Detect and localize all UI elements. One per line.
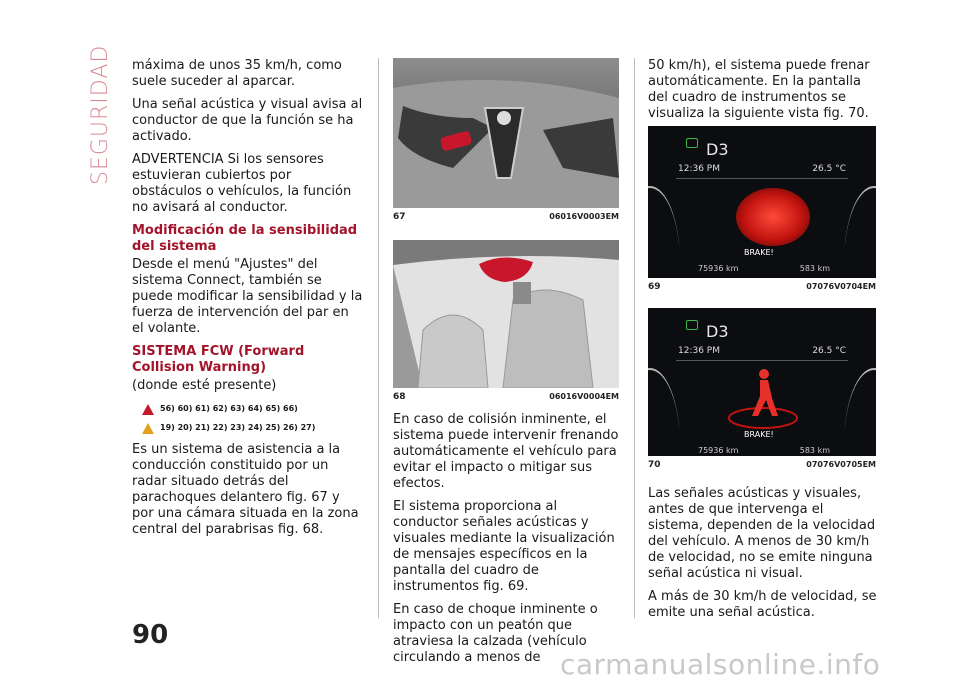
paragraph: (donde esté presente) (132, 378, 277, 393)
paragraph: máxima de unos 35 km/h, como suele suceder al aparcar. (132, 58, 342, 89)
figure-70-dashboard (648, 308, 876, 456)
column-3 (648, 58, 880, 129)
paragraph: En caso de colisión inminente, el sistema puede intervenir frenando automáticamente el vehículo para evitar el impacto o mitigar sus efectos. (393, 412, 619, 491)
warning-icon (142, 404, 154, 415)
figure-caption (648, 282, 876, 292)
page-number: 90 (132, 620, 169, 650)
auto-icon (686, 320, 698, 330)
clock: 12:36 PM (678, 164, 720, 174)
caution-icon (142, 423, 154, 434)
left-gauge (648, 368, 680, 456)
caution-refs: 19) 20) 21) 22) 23) 24) 25) 26) 27) (160, 423, 316, 432)
figure-code: 06016V0004EM (549, 392, 619, 401)
figure-number: 68 (393, 392, 406, 402)
paragraph: Es un sistema de asistencia a la conducción constituido por un radar situado detrás del parachoques delantero fig. 67 y por una cámara situada en la zona central del parabrisas fig. 68. (132, 442, 359, 537)
warning-references (142, 401, 364, 417)
figure-67-car-front (393, 58, 619, 208)
figure-caption (393, 212, 619, 222)
divider (676, 178, 848, 179)
paragraph: 50 km/h), el sistema puede frenar automáticamente. En la pantalla del cuadro de instrumentos se visualiza la siguiente vista fig. 70. (648, 58, 870, 121)
heading-fcw: SISTEMA FCW (Forward Collision Warning) (132, 344, 305, 375)
pedestrian-warning-icon (728, 366, 798, 430)
warning-refs: 56) 60) 61) 62) 63) 64) 65) 66) (160, 404, 298, 413)
range: 583 km (799, 264, 830, 273)
column-2 (393, 412, 625, 673)
watermark: carmanualsonline.info (560, 648, 881, 681)
paragraph: ADVERTENCIA Si los sensores estuvieran cubiertos por obstáculos o vehículos, la función no avisará al conductor. (132, 152, 352, 215)
figure-code: 07076V0705EM (806, 460, 876, 469)
figure-68-windshield-camera (393, 240, 619, 388)
section-title: SEGURIDAD (88, 44, 113, 185)
paragraph: Desde el menú "Ajustes" del sistema Connect, también se puede modificar la sensibilidad y la fuerza de intervención del par en el volante. (132, 257, 363, 336)
brake-warning: BRAKE! (744, 248, 774, 257)
figure-number: 67 (393, 212, 406, 222)
paragraph: En caso de choque inminente o impacto con un peatón que atraviesa la calzada (vehículo circulando a menos de (393, 602, 598, 665)
auto-icon (686, 138, 698, 148)
gear-indicator: D3 (706, 140, 729, 159)
brake-warning: BRAKE! (744, 430, 774, 439)
caution-references (142, 420, 364, 436)
odometer: 75936 km (698, 446, 739, 455)
figure-code: 07076V0704EM (806, 282, 876, 291)
divider (676, 360, 848, 361)
gear-indicator: D3 (706, 322, 729, 341)
odometer: 75936 km (698, 264, 739, 273)
paragraph: Una señal acústica y visual avisa al conductor de que la función se ha activado. (132, 97, 363, 144)
figure-69-dashboard (648, 126, 876, 278)
car-front-illustration (393, 58, 619, 208)
figure-number: 70 (648, 460, 661, 470)
column-divider (634, 58, 635, 618)
range: 583 km (799, 446, 830, 455)
column-1 (132, 58, 364, 545)
interior-illustration (393, 240, 619, 388)
temperature: 26.5 °C (812, 346, 846, 356)
temperature: 26.5 °C (812, 164, 846, 174)
paragraph: Las señales acústicas y visuales, antes de que intervenga el sistema, dependen de la velocidad del vehículo. A menos de 30 km/h de velocidad, no se emite ninguna señal acústica ni visual. (648, 486, 876, 581)
section-tab (86, 44, 113, 185)
right-gauge (844, 368, 876, 456)
column-divider (378, 58, 379, 618)
clock: 12:36 PM (678, 346, 720, 356)
collision-warning-icon (736, 188, 810, 246)
figure-caption (393, 392, 619, 402)
column-3-bottom (648, 486, 880, 628)
paragraph: A más de 30 km/h de velocidad, se emite una señal acústica. (648, 589, 877, 620)
figure-code: 06016V0003EM (549, 212, 619, 221)
right-gauge (844, 186, 876, 278)
left-gauge (648, 186, 680, 278)
figure-caption (648, 460, 876, 470)
paragraph: El sistema proporciona al conductor señales acústicas y visuales mediante la visualización de mensajes específicos en la pantalla del cuadro de instrumentos fig. 69. (393, 499, 615, 594)
figure-number: 69 (648, 282, 661, 292)
heading-sensitivity: Modificación de la sensibilidad del sistema (132, 223, 358, 254)
